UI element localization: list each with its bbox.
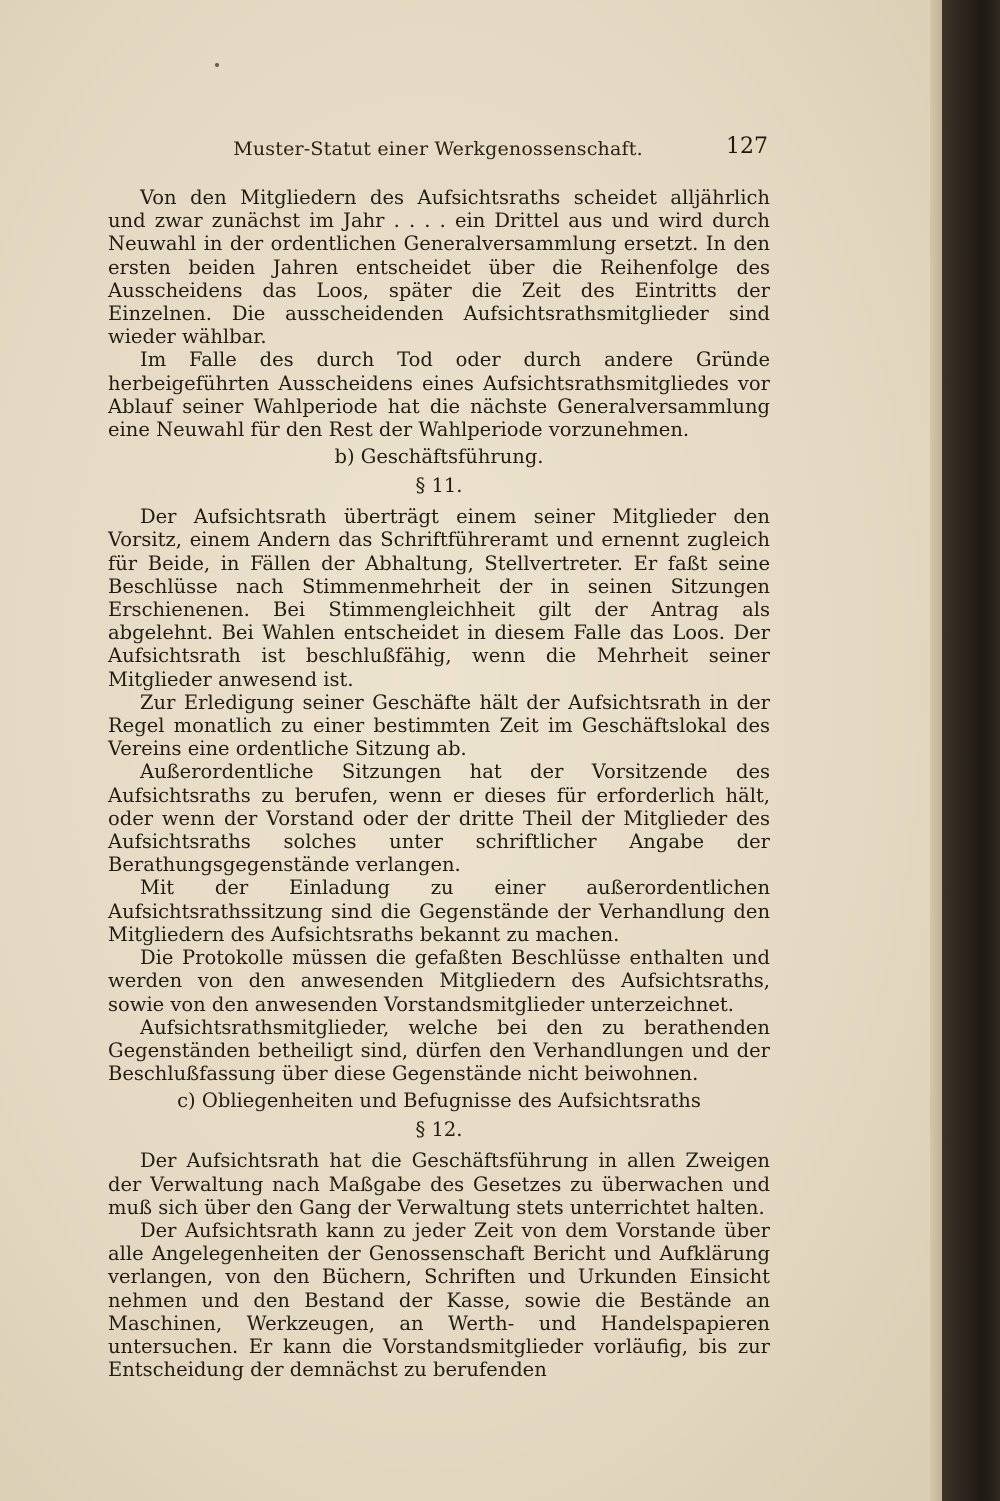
page-number: 127: [726, 134, 768, 159]
section-number-12: § 12.: [415, 1118, 463, 1142]
book-edge: [942, 0, 1000, 1501]
paragraph: Der Aufsichtsrath überträgt einem seiner Mitglieder den Vorsitz, einem Andern das Schriftführeramt und ernennt zugleich für Beide, in Fällen der Abhaltung, Stellvertreter. Er faßt seine Beschlüsse nach Stimmenmehrheit der in seinen Sitzungen Erschienenen. Bei Stimmengleichheit gilt der Antrag als abgelehnt. Bei Wahlen entscheidet in diesem Falle das Loos. Der Aufsichtsrath ist beschlußfähig, wenn die Mehrheit seiner Mitglieder anwesend ist.: [108, 505, 770, 691]
section-heading-b: b) Geschäftsführung.: [334, 445, 544, 469]
page-header: [108, 134, 768, 170]
paragraph: Aufsichtsrathsmitglieder, welche bei den zu berathenden Gegenständen betheiligt sind, dürfen den Verhandlungen und der Beschlußfassung über diese Gegenstände nicht beiwohnen.: [108, 1015, 770, 1086]
paper-speck: [215, 63, 219, 67]
paragraph: Im Falle des durch Tod oder durch andere Gründe herbeigeführten Ausscheidens eines Aufsichtsrathsmitgliedes vor Ablauf seiner Wahlperiode hat die nächste Generalversammlung eine Neuwahl für den Rest der Wahlperiode vorzunehmen.: [108, 348, 770, 442]
page-gutter: [930, 0, 942, 1501]
paragraph: Der Aufsichtsrath hat die Geschäftsführung in allen Zweigen der Verwaltung nach Maßgabe des Gesetzes zu überwachen und muß sich über den Gang der Verwaltung stets unterrichtet halten.: [108, 1149, 770, 1219]
page-body: [108, 186, 770, 1381]
paragraph: Von den Mitgliedern des Aufsichtsraths scheidet alljährlich und zwar zunächst im Jahr . . . . ein Drittel aus und wird durch Neuwahl in der ordentlichen Generalversammlung ersetzt. In den ersten beiden Jahren entscheidet über die Reihenfolge des Ausscheidens das Loos, später die Zeit des Eintritts der Einzelnen. Die ausscheidenden Aufsichtsrathsmitglieder sind wieder wählbar.: [108, 186, 770, 349]
paragraph: Mit der Einladung zu einer außerordentlichen Aufsichtsrathssitzung sind die Gegenstände der Verhandlung den Mitgliedern des Aufsichtsraths bekannt zu machen.: [108, 876, 770, 946]
paragraph: Zur Erledigung seiner Geschäfte hält der Aufsichtsrath in der Regel monatlich zu einer bestimmten Zeit im Geschäftslokal des Vereins eine ordentliche Sitzung ab.: [108, 690, 770, 761]
paragraph: Der Aufsichtsrath kann zu jeder Zeit von dem Vorstande über alle Angelegenheiten der Genossenschaft Bericht und Aufklärung verlangen, von den Büchern, Schriften und Urkunden Einsicht nehmen und den Bestand der Kasse, sowie die Bestände an Maschinen, Werkzeugen, an Werth- und Handelspapieren untersuchen. Er kann die Vorstandsmitglieder vorläufig, bis zur Entscheidung der demnächst zu berufenden: [108, 1218, 770, 1382]
running-head: Muster-Statut einer Werkgenossenschaft.: [233, 138, 643, 160]
paragraph: Die Protokolle müssen die gefaßten Beschlüsse enthalten und werden von den anwesenden Mitgliedern des Aufsichtsraths, sowie von den anwesenden Vorstandsmitglieder unterzeichnet.: [108, 946, 770, 1016]
paragraph: Außerordentliche Sitzungen hat der Vorsitzende des Aufsichtsraths zu berufen, wenn er dieses für erforderlich hält, oder wenn der Vorstand oder der dritte Theil der Mitglieder des Aufsichtsraths solches unter schriftlicher Angabe der Berathungsgegenstände verlangen.: [108, 760, 770, 877]
section-heading-c: c) Obliegenheiten und Befugnisse des Aufsichtsraths: [177, 1089, 701, 1113]
section-number-11: § 11.: [415, 474, 463, 498]
